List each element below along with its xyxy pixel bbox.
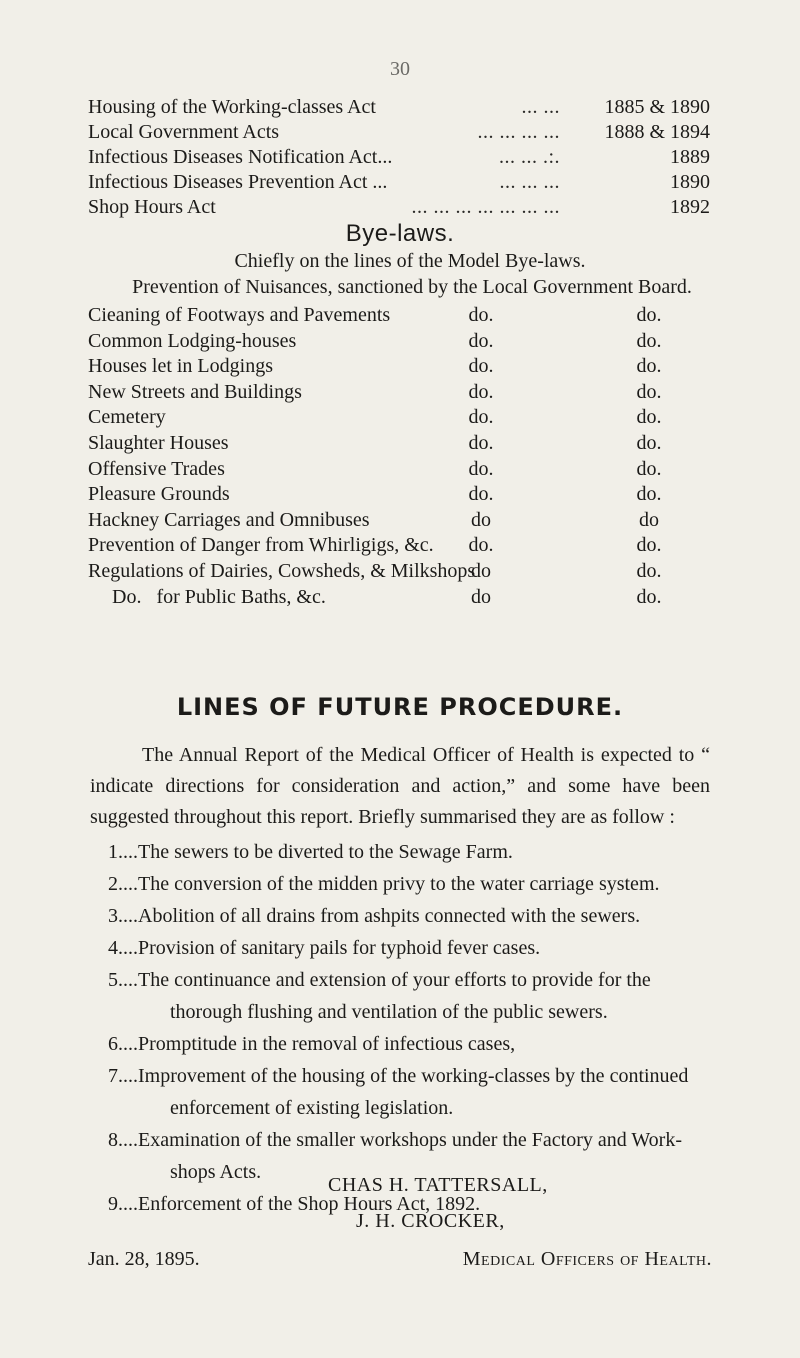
point-text: The conversion of the midden privy to the water carriage system. (138, 873, 660, 895)
byelaw-ditto: do. (636, 559, 662, 582)
point-number: 2.... (108, 873, 138, 895)
byelaw-ditto: do. (636, 304, 662, 326)
point-number: 3.... (108, 905, 138, 927)
byelaw-ditto: do. (636, 380, 662, 403)
byelaw-ditto: do. (468, 355, 494, 378)
byelaw-ditto: do. (636, 431, 662, 454)
point-text: Promptitude in the removal of infectious cases, (138, 1033, 516, 1055)
byelaw-ditto: do. (636, 457, 662, 480)
byelaw-name: Prevention of Danger from Whirligigs, &c. (88, 534, 434, 557)
point-number: 4.... (108, 937, 138, 959)
page-number: 30 (390, 58, 410, 80)
byelaw-row (88, 457, 718, 483)
point-text: Abolition of all drains from ashpits connected with the sewers. (138, 905, 641, 927)
act-row (88, 95, 710, 120)
byelaw-row (88, 405, 718, 431)
act-row (88, 170, 710, 195)
byelaw-ditto: do. (636, 534, 662, 557)
point-number: 8.... (108, 1129, 138, 1151)
byelaw-ditto: do. (636, 355, 662, 378)
byelaw-row (88, 533, 718, 559)
list-item (108, 868, 712, 900)
byelaw-ditto: do. (468, 534, 494, 557)
byelaw-name: Cemetery (88, 406, 166, 429)
byelaw-name: Regulations of Dairies, Cowsheds, & Milkshops (88, 559, 476, 582)
act-name: Shop Hours Act (88, 196, 216, 218)
byelaw-ditto: do. (468, 483, 494, 506)
procedure-points-list (108, 836, 712, 1220)
signature-date: Jan. 28, 1895. (88, 1248, 200, 1270)
byelaw-ditto: do. (636, 585, 662, 608)
byelaw-row (88, 585, 718, 611)
point-text: Examination of the smaller workshops under the Factory and Work- (138, 1129, 683, 1151)
act-name: Infectious Diseases Prevention Act ... (88, 171, 388, 193)
point-number: 1.... (108, 841, 138, 863)
byelaw-ditto: do. (468, 457, 494, 480)
byelaw-ditto: do. (468, 406, 494, 429)
list-item (108, 836, 712, 868)
point-number: 6.... (108, 1033, 138, 1055)
act-year: 1892 (670, 196, 710, 218)
byelaw-name: Do. for Public Baths, &c. (112, 585, 326, 608)
act-row (88, 195, 710, 220)
point-text: The sewers to be diverted to the Sewage Farm. (138, 841, 513, 863)
byelaw-ditto: do (471, 559, 491, 582)
byelaw-row (88, 431, 718, 457)
act-year: 1888 & 1894 (604, 121, 710, 143)
byelaw-ditto: do. (468, 380, 494, 403)
point-continuation: enforcement of existing legislation. (170, 1097, 454, 1119)
list-item (108, 900, 712, 932)
byelaw-name: Slaughter Houses (88, 431, 229, 454)
byelaw-name: New Streets and Buildings (88, 380, 302, 403)
act-year: 1889 (670, 146, 710, 168)
byelaw-row (88, 303, 718, 329)
point-continuation: shops Acts. (170, 1161, 262, 1183)
byelaw-row (88, 354, 718, 380)
byelaw-name: Houses let in Lodgings (88, 355, 273, 378)
byelaw-name: Offensive Trades (88, 457, 225, 480)
byelaw-row (88, 482, 718, 508)
act-name: Local Government Acts (88, 121, 280, 143)
byelaw-row (88, 329, 718, 355)
act-leader-dots: ... ... (521, 96, 560, 118)
point-text: Enforcement of the Shop Hours Act, 1892. (138, 1193, 481, 1215)
byelaw-name: Pleasure Grounds (88, 483, 230, 506)
act-leader-dots: ... ... .:. (498, 146, 560, 168)
byelaw-row (88, 508, 718, 534)
point-continuation: thorough flushing and ventilation of the public sewers. (170, 1001, 608, 1023)
byelaw-name: Hackney Carriages and Omnibuses (88, 508, 370, 531)
signer-name: J. H. CROCKER, (356, 1210, 505, 1232)
act-name: Housing of the Working-classes Act (88, 96, 376, 118)
byelaw-name: Cieaning of Footways and Pavements (88, 304, 391, 326)
act-leader-dots: ... ... ... ... ... ... ... (411, 196, 560, 218)
point-text: Improvement of the housing of the working-classes by the continued (138, 1065, 689, 1087)
byelaw-ditto: do. (468, 431, 494, 454)
byelaw-ditto: do. (636, 406, 662, 429)
byelaws-subtitle: Chiefly on the lines of the Model Bye-laws. (234, 250, 586, 272)
signer-name: CHAS H. TATTERSALL, (328, 1174, 548, 1196)
byelaw-ditto: do. (636, 483, 662, 506)
intro-paragraph-text: The Annual Report of the Medical Officer of Health is expected to “ indicate directions for consideration and action,” and some have been suggested throughout this report. Briefly summarised they are as follow : (90, 744, 710, 828)
byelaw-row (88, 559, 718, 585)
act-year: 1890 (670, 171, 710, 193)
byelaw-ditto: do. (468, 304, 494, 326)
acts-list (88, 95, 710, 220)
list-item (108, 932, 712, 964)
byelaw-ditto: do. (636, 329, 662, 352)
point-text: Provision of sanitary pails for typhoid fever cases. (138, 937, 541, 959)
act-name: Infectious Diseases Notification Act... (88, 146, 393, 168)
byelaw-ditto: do (639, 508, 659, 531)
point-number: 7.... (108, 1065, 138, 1087)
intro-paragraph (90, 740, 710, 833)
act-leader-dots: ... ... ... (499, 171, 560, 193)
byelaw-ditto: do. (468, 329, 494, 352)
list-item (108, 1060, 712, 1124)
list-item (108, 964, 712, 1028)
byelaw-row (88, 380, 718, 406)
point-number: 5.... (108, 969, 138, 991)
byelaw-name: Common Lodging-houses (88, 329, 297, 352)
byelaws-sanction-line: Prevention of Nuisances, sanctioned by the Local Government Board. (132, 276, 692, 298)
act-year: 1885 & 1890 (604, 96, 710, 118)
byelaws-table (88, 303, 718, 610)
byelaw-ditto: do (471, 585, 491, 608)
byelaws-heading: Bye-laws. (345, 220, 455, 247)
act-leader-dots: ... ... ... ... (477, 121, 560, 143)
point-text: The continuance and extension of your efforts to provide for the (138, 969, 651, 991)
act-row (88, 120, 710, 145)
future-procedure-heading: LINES OF FUTURE PROCEDURE. (176, 693, 624, 721)
byelaw-ditto: do (471, 508, 491, 531)
signer-title: Medical Officers of Health. (462, 1248, 712, 1270)
point-number: 9.... (108, 1193, 138, 1215)
list-item (108, 1028, 712, 1060)
act-row (88, 145, 710, 170)
